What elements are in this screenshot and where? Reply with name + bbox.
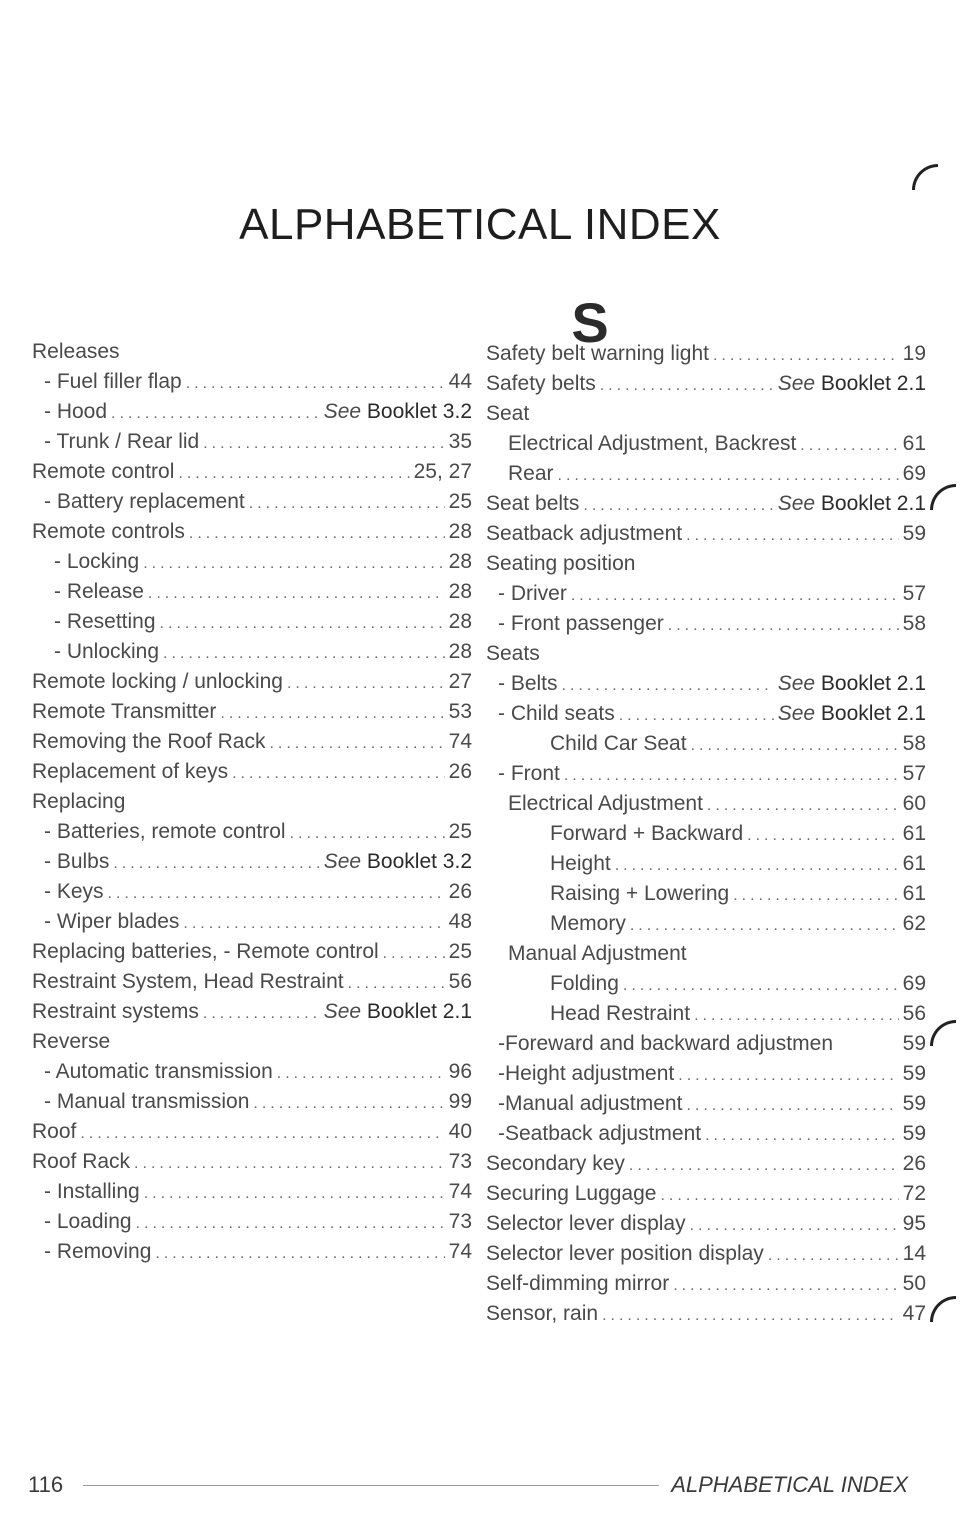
entry-label: Remote Transmitter bbox=[32, 700, 217, 723]
entry-label: Folding bbox=[550, 972, 619, 995]
index-entry bbox=[486, 942, 926, 972]
entry-label: - Wiper blades bbox=[44, 910, 180, 933]
section-letter: S bbox=[571, 291, 609, 354]
entry-page bbox=[324, 400, 472, 424]
entry-label: - Manual transmission bbox=[44, 1090, 250, 1113]
entry-page: 28 bbox=[448, 610, 472, 633]
index-entry bbox=[32, 1150, 472, 1180]
entry-page: 58 bbox=[902, 732, 926, 755]
entry-label: - Battery replacement bbox=[44, 490, 245, 513]
entry-label: Replacing batteries, - Remote control bbox=[32, 940, 379, 963]
index-entry bbox=[32, 370, 472, 400]
dot-leader bbox=[108, 885, 445, 903]
dot-leader bbox=[155, 1245, 444, 1263]
dot-leader bbox=[277, 1065, 445, 1083]
entry-label: Seat bbox=[486, 402, 530, 425]
entry-page: 60 bbox=[902, 792, 926, 815]
entry-label: Safety belts bbox=[486, 372, 596, 395]
index-entry bbox=[32, 730, 472, 760]
see-reference: See bbox=[777, 372, 821, 395]
entry-page: 25, 27 bbox=[413, 460, 472, 483]
index-entry bbox=[32, 520, 472, 550]
entry-label: Electrical Adjustment, Backrest bbox=[508, 432, 797, 455]
dot-leader bbox=[602, 1307, 899, 1325]
index-entry bbox=[486, 1122, 926, 1152]
index-entry bbox=[486, 522, 926, 552]
dot-leader bbox=[747, 827, 898, 845]
entry-label: - Keys bbox=[44, 880, 104, 903]
entry-page: 59 bbox=[902, 522, 926, 545]
entry-label: - Removing bbox=[44, 1240, 152, 1263]
dot-leader bbox=[558, 467, 899, 485]
entry-page: 35 bbox=[448, 430, 472, 453]
entry-label: -Manual adjustment bbox=[498, 1092, 683, 1115]
dot-leader bbox=[249, 495, 445, 513]
index-entry bbox=[32, 430, 472, 460]
entry-page: 73 bbox=[448, 1210, 472, 1233]
dot-leader bbox=[163, 645, 445, 663]
dot-leader bbox=[707, 797, 899, 815]
see-reference: See bbox=[777, 492, 821, 515]
index-entry bbox=[486, 672, 926, 702]
entry-page: 95 bbox=[902, 1212, 926, 1235]
entry-label: Electrical Adjustment bbox=[508, 792, 703, 815]
entry-label: Seatback adjustment bbox=[486, 522, 683, 545]
index-entry bbox=[486, 1182, 926, 1212]
entry-label: - Loading bbox=[44, 1210, 132, 1233]
entry-page: 59 bbox=[902, 1032, 926, 1055]
entry-label: Restraint System, Head Restraint bbox=[32, 970, 344, 993]
dot-leader bbox=[113, 855, 319, 873]
entry-label: Head Restraint bbox=[550, 1002, 691, 1025]
entry-label: Selector lever position display bbox=[486, 1242, 764, 1265]
index-entry bbox=[486, 1212, 926, 1242]
dot-leader bbox=[800, 437, 898, 455]
entry-page: 26 bbox=[448, 760, 472, 783]
entry-label: - Batteries, remote control bbox=[44, 820, 286, 843]
entry-page: 59 bbox=[902, 1092, 926, 1115]
entry-label: Seating position bbox=[486, 552, 636, 575]
dot-leader bbox=[583, 497, 773, 515]
booklet-reference: Booklet 3.2 bbox=[366, 400, 472, 423]
booklet-reference: Booklet 2.1 bbox=[820, 492, 926, 515]
dot-leader bbox=[232, 765, 445, 783]
entry-page: 19 bbox=[902, 342, 926, 365]
see-reference: See bbox=[323, 400, 367, 423]
entry-label: - Automatic transmission bbox=[44, 1060, 273, 1083]
dot-leader bbox=[80, 1125, 444, 1143]
index-entry bbox=[32, 790, 472, 820]
entry-page bbox=[778, 492, 926, 516]
dot-leader bbox=[220, 705, 444, 723]
dot-leader bbox=[694, 1007, 899, 1025]
entry-page: 25 bbox=[448, 820, 472, 843]
entry-label: Seat belts bbox=[486, 492, 580, 515]
booklet-reference: Booklet 2.1 bbox=[366, 1000, 472, 1023]
dot-leader bbox=[619, 707, 774, 725]
entry-page: 61 bbox=[902, 822, 926, 845]
page-tab-mark bbox=[930, 1020, 956, 1046]
dot-leader bbox=[668, 617, 899, 635]
entry-page: 74 bbox=[448, 1240, 472, 1263]
entry-page: 59 bbox=[902, 1062, 926, 1085]
entry-page: 25 bbox=[448, 940, 472, 963]
entry-page: 44 bbox=[448, 370, 472, 393]
entry-page: 53 bbox=[448, 700, 472, 723]
index-entry bbox=[486, 912, 926, 942]
index-entry bbox=[486, 1302, 926, 1332]
page-footer bbox=[28, 1472, 908, 1498]
dot-leader bbox=[691, 737, 899, 755]
entry-label: Releases bbox=[32, 340, 120, 363]
dot-leader bbox=[290, 825, 445, 843]
index-entry bbox=[486, 1092, 926, 1122]
dot-leader bbox=[660, 1187, 898, 1205]
index-entry bbox=[486, 702, 926, 732]
index-entry bbox=[32, 1240, 472, 1270]
entry-page: 56 bbox=[448, 970, 472, 993]
entry-page: 61 bbox=[902, 432, 926, 455]
entry-page: 74 bbox=[448, 730, 472, 753]
dot-leader bbox=[686, 1097, 898, 1115]
index-entry bbox=[32, 400, 472, 430]
index-entry bbox=[486, 1062, 926, 1092]
index-entry bbox=[486, 372, 926, 402]
index-entry bbox=[32, 760, 472, 790]
index-entry bbox=[32, 640, 472, 670]
entry-label: Memory bbox=[550, 912, 626, 935]
dot-leader bbox=[705, 1127, 899, 1145]
see-reference: See bbox=[777, 702, 821, 725]
dot-leader bbox=[253, 1095, 444, 1113]
see-reference: See bbox=[777, 672, 821, 695]
dot-leader bbox=[564, 767, 899, 785]
booklet-reference: Booklet 3.2 bbox=[366, 850, 472, 873]
index-entry bbox=[32, 820, 472, 850]
entry-label: Removing the Roof Rack bbox=[32, 730, 266, 753]
entry-page: 50 bbox=[902, 1272, 926, 1295]
entry-page: 69 bbox=[902, 972, 926, 995]
entry-label: Roof Rack bbox=[32, 1150, 131, 1173]
running-title: ALPHABETICAL INDEX bbox=[671, 1472, 908, 1497]
index-entry bbox=[486, 612, 926, 642]
entry-label: Sensor, rain bbox=[486, 1302, 599, 1325]
index-entry bbox=[486, 462, 926, 492]
index-entry bbox=[486, 432, 926, 462]
entry-label: Rear bbox=[508, 462, 554, 485]
index-entry bbox=[486, 642, 926, 672]
entry-page: 74 bbox=[448, 1180, 472, 1203]
dot-leader bbox=[287, 675, 445, 693]
entry-label: - Bulbs bbox=[44, 850, 110, 873]
entry-page: 57 bbox=[902, 762, 926, 785]
entry-label: -Seatback adjustment bbox=[498, 1122, 702, 1145]
page-tab-mark bbox=[930, 484, 956, 510]
dot-leader bbox=[160, 615, 445, 633]
entry-label: Reverse bbox=[32, 1030, 111, 1053]
dot-leader bbox=[562, 677, 774, 695]
entry-label: Selector lever display bbox=[486, 1212, 686, 1235]
entry-page: 69 bbox=[902, 462, 926, 485]
index-entry bbox=[486, 822, 926, 852]
entry-label: - Fuel filler flap bbox=[44, 370, 182, 393]
dot-leader bbox=[148, 585, 445, 603]
entry-page bbox=[778, 372, 926, 396]
index-entry bbox=[32, 880, 472, 910]
entry-label: Seats bbox=[486, 642, 540, 665]
dot-leader bbox=[134, 1155, 445, 1173]
index-entry bbox=[486, 1242, 926, 1272]
entry-label: Remote control bbox=[32, 460, 175, 483]
dot-leader bbox=[189, 525, 445, 543]
index-entry bbox=[486, 1032, 926, 1062]
entry-page: 26 bbox=[448, 880, 472, 903]
entry-label: Manual Adjustment bbox=[508, 942, 687, 965]
dot-leader bbox=[600, 377, 774, 395]
dot-leader bbox=[678, 1067, 898, 1085]
footer-rule bbox=[83, 1485, 659, 1486]
dot-leader bbox=[383, 945, 445, 963]
entry-page: 28 bbox=[448, 520, 472, 543]
page-tab-mark bbox=[930, 1296, 956, 1322]
index-column-left bbox=[32, 340, 472, 1270]
entry-label: -Height adjustment bbox=[498, 1062, 675, 1085]
entry-label: Remote controls bbox=[32, 520, 185, 543]
index-entry bbox=[32, 1120, 472, 1150]
entry-label: Replacing bbox=[32, 790, 126, 813]
booklet-reference: Booklet 2.1 bbox=[820, 372, 926, 395]
index-entry bbox=[32, 850, 472, 880]
dot-leader bbox=[623, 977, 899, 995]
entry-label: - Trunk / Rear lid bbox=[44, 430, 200, 453]
dot-leader bbox=[183, 915, 444, 933]
entry-label: - Child seats bbox=[498, 702, 615, 725]
entry-label: - Driver bbox=[498, 582, 567, 605]
dot-leader bbox=[348, 975, 445, 993]
index-entry bbox=[486, 582, 926, 612]
entry-page: 96 bbox=[448, 1060, 472, 1083]
dot-leader bbox=[629, 1157, 899, 1175]
dot-leader bbox=[690, 1217, 899, 1235]
dot-leader bbox=[571, 587, 899, 605]
index-entry bbox=[32, 1000, 472, 1030]
index-entry bbox=[486, 1272, 926, 1302]
entry-label: Raising + Lowering bbox=[550, 882, 730, 905]
entry-label: Safety belt warning light bbox=[486, 342, 709, 365]
booklet-reference: Booklet 2.1 bbox=[820, 672, 926, 695]
dot-leader bbox=[143, 555, 444, 573]
index-entry bbox=[32, 670, 472, 700]
index-entry bbox=[32, 460, 472, 490]
entry-page bbox=[778, 672, 926, 696]
entry-page: 59 bbox=[902, 1122, 926, 1145]
entry-label: Forward + Backward bbox=[550, 822, 744, 845]
dot-leader bbox=[630, 917, 899, 935]
index-entry bbox=[32, 1180, 472, 1210]
entry-label: - Locking bbox=[54, 550, 140, 573]
entry-page bbox=[324, 1000, 472, 1024]
dot-leader bbox=[269, 735, 444, 753]
entry-page: 56 bbox=[902, 1002, 926, 1025]
index-entry bbox=[32, 610, 472, 640]
entry-label: - Installing bbox=[44, 1180, 140, 1203]
entry-page: 61 bbox=[902, 852, 926, 875]
dot-leader bbox=[186, 375, 445, 393]
dot-leader bbox=[136, 1215, 445, 1233]
entry-label: -Foreward and backward adjustmen bbox=[498, 1032, 833, 1055]
entry-label: Restraint systems bbox=[32, 1000, 199, 1023]
page-tab-mark bbox=[912, 164, 938, 190]
entry-label: - Front passenger bbox=[498, 612, 664, 635]
index-entry bbox=[486, 852, 926, 882]
entry-label: Height bbox=[550, 852, 611, 875]
index-entry bbox=[32, 910, 472, 940]
entry-label: Roof bbox=[32, 1120, 77, 1143]
entry-page: 28 bbox=[448, 550, 472, 573]
entry-label: - Resetting bbox=[54, 610, 156, 633]
dot-leader bbox=[111, 405, 320, 423]
dot-leader bbox=[203, 1005, 320, 1023]
dot-leader bbox=[178, 465, 409, 483]
index-entry bbox=[32, 490, 472, 520]
see-reference: See bbox=[323, 850, 367, 873]
index-entry bbox=[486, 402, 926, 432]
dot-leader bbox=[144, 1185, 445, 1203]
entry-label: - Belts bbox=[498, 672, 558, 695]
entry-page: 28 bbox=[448, 640, 472, 663]
index-entry bbox=[32, 700, 472, 730]
entry-label: Securing Luggage bbox=[486, 1182, 657, 1205]
index-column-right bbox=[486, 342, 926, 1332]
index-entry bbox=[486, 492, 926, 522]
booklet-reference: Booklet 2.1 bbox=[820, 702, 926, 725]
index-entry bbox=[486, 1002, 926, 1032]
see-reference: See bbox=[323, 1000, 367, 1023]
index-entry bbox=[32, 580, 472, 610]
dot-leader bbox=[768, 1247, 899, 1265]
entry-page: 58 bbox=[902, 612, 926, 635]
index-entry bbox=[32, 550, 472, 580]
page-number: 116 bbox=[28, 1472, 64, 1497]
entry-page: 14 bbox=[902, 1242, 926, 1265]
index-entry bbox=[486, 972, 926, 1002]
entry-page: 57 bbox=[902, 582, 926, 605]
index-entry bbox=[32, 1210, 472, 1240]
index-entry bbox=[486, 552, 926, 582]
entry-label: Self-dimming mirror bbox=[486, 1272, 670, 1295]
entry-page: 62 bbox=[902, 912, 926, 935]
dot-leader bbox=[673, 1277, 898, 1295]
entry-page: 99 bbox=[448, 1090, 472, 1113]
entry-page: 72 bbox=[902, 1182, 926, 1205]
index-entry bbox=[32, 940, 472, 970]
entry-label: - Release bbox=[54, 580, 144, 603]
entry-label: - Front bbox=[498, 762, 560, 785]
entry-label: Child Car Seat bbox=[550, 732, 687, 755]
entry-page: 28 bbox=[448, 580, 472, 603]
dot-leader bbox=[733, 887, 898, 905]
dot-leader bbox=[713, 347, 899, 365]
entry-page: 25 bbox=[448, 490, 472, 513]
index-entry bbox=[32, 1090, 472, 1120]
entry-page: 48 bbox=[448, 910, 472, 933]
entry-page: 40 bbox=[448, 1120, 472, 1143]
index-entry bbox=[486, 792, 926, 822]
entry-page: 73 bbox=[448, 1150, 472, 1173]
index-entry bbox=[32, 1060, 472, 1090]
index-entry bbox=[32, 340, 472, 370]
index-entry bbox=[486, 762, 926, 792]
entry-label: Replacement of keys bbox=[32, 760, 229, 783]
entry-label: - Unlocking bbox=[54, 640, 160, 663]
entry-page: 47 bbox=[902, 1302, 926, 1325]
entry-label: Remote locking / unlocking bbox=[32, 670, 283, 693]
entry-page bbox=[778, 702, 926, 726]
entry-page: 61 bbox=[902, 882, 926, 905]
dot-leader bbox=[203, 435, 444, 453]
index-entry bbox=[486, 342, 926, 372]
entry-page: 26 bbox=[902, 1152, 926, 1175]
page-title: ALPHABETICAL INDEX bbox=[239, 200, 721, 249]
entry-page bbox=[324, 850, 472, 874]
index-entry bbox=[486, 732, 926, 762]
index-entry bbox=[32, 970, 472, 1000]
dot-leader bbox=[615, 857, 899, 875]
entry-label: Secondary key bbox=[486, 1152, 625, 1175]
entry-label: - Hood bbox=[44, 400, 108, 423]
entry-page: 27 bbox=[448, 670, 472, 693]
index-entry bbox=[486, 1152, 926, 1182]
index-entry bbox=[32, 1030, 472, 1060]
dot-leader bbox=[686, 527, 899, 545]
index-entry bbox=[486, 882, 926, 912]
